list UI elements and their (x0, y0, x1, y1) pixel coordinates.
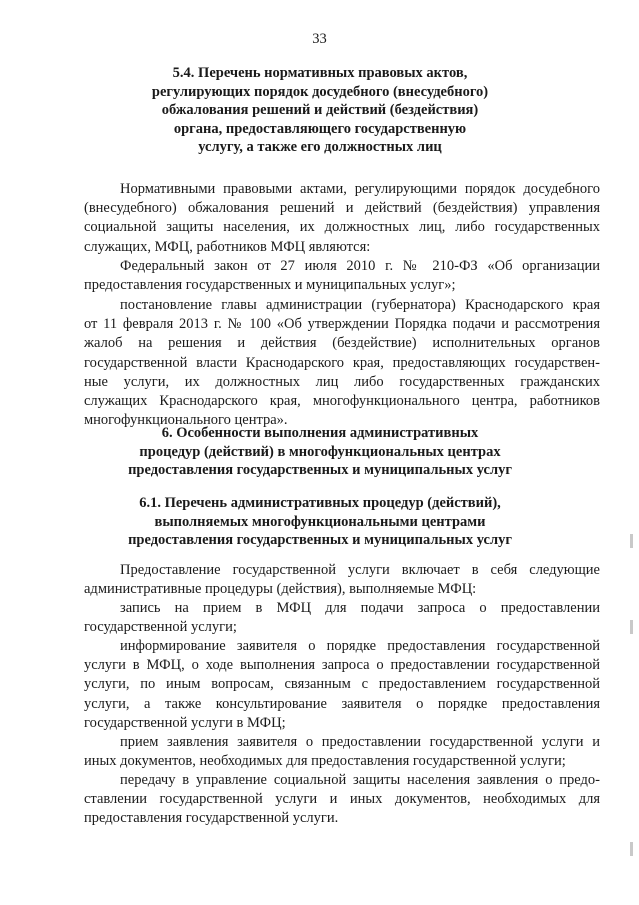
paragraph-line: Федеральный закон от 27 июля 2010 г. № 210-ФЗ «Об организации (120, 258, 600, 274)
paragraph-line: административные процедуры (действия), выполняемые МФЦ: (84, 581, 477, 598)
paragraph-line: Нормативными правовыми актами, регулирующими порядок досудебного (120, 181, 600, 197)
paragraph-line: запись на прием в МФЦ для подачи запроса о предоставлении (120, 600, 600, 616)
paragraph-line: от 11 февраля 2013 г. № 100 «Об утверждении Порядка подачи и рассмотрения (84, 316, 600, 333)
paragraph-line: ставлении государственной услуги и иных документов, необходимых для (84, 791, 600, 808)
paragraph-line: (внесудебного) обжалования решений и действий (бездействия) управления (84, 200, 600, 217)
paragraph-line: предоставления государственной услуги. (84, 810, 339, 827)
heading-line: услугу, а также его должностных лиц (198, 139, 442, 155)
heading-line: процедур (действий) в многофункциональных центрах (139, 443, 501, 460)
paragraph-line: услуги, по иным вопросам, связанным с предоставлением государственной (84, 676, 600, 693)
section-5-4-heading (40, 64, 600, 157)
paragraph-line: жалоб на решения и действия (бездействие) исполнительных органов (84, 335, 600, 352)
heading-line: 6. Особенности выполнения административных (161, 425, 479, 441)
paragraph-line: Предоставление государственной услуги включает в себя следующие (120, 562, 600, 578)
paragraph-line: служащих Краснодарского края, многофункционального центра, работников (84, 393, 600, 410)
paragraph-line: государственной услуги в МФЦ; (84, 714, 286, 731)
paragraph-line: социальной защиты населения, их должностных лиц, либо государственных (84, 219, 600, 236)
section-6-1-paragraph-2 (84, 599, 600, 637)
paragraph-line: передачу в управление социальной защиты населения заявления о предо- (120, 772, 600, 788)
paragraph-line: служащих, МФЦ, работников МФЦ являются: (84, 238, 371, 255)
section-6-heading (40, 424, 600, 480)
section-6-1-paragraph-4 (84, 733, 600, 771)
section-6-1-paragraph-1 (84, 561, 600, 599)
paragraph-line: государственной власти Краснодарского края, предоставляющих государствен- (84, 354, 600, 371)
paragraph-line: предоставления государственных и муниципальных услуг»; (84, 277, 456, 294)
section-6-1-paragraph-5 (84, 771, 600, 829)
heading-line: регулирующих порядок досудебного (внесудебного) (151, 83, 489, 100)
paragraph-line: услуги, а также консультирование заявителя о порядке предоставления (84, 695, 600, 712)
heading-line: 6.1. Перечень административных процедур (действий), (139, 495, 501, 511)
heading-line: предоставления государственных и муниципальных услуг (128, 532, 512, 548)
paragraph-line: услуги в МФЦ, о ходе выполнения запроса о предоставлении государственной (84, 657, 600, 674)
section-5-4-paragraph-1 (84, 180, 600, 257)
paragraph-line: государственной услуги; (84, 619, 237, 636)
paragraph-line: прием заявления заявителя о предоставлении государственной услуги и (120, 734, 600, 750)
paragraph-line: постановление главы администрации (губернатора) Краснодарского края (120, 297, 600, 313)
section-6-1-heading (40, 494, 600, 550)
paragraph-line: иных документов, необходимых для предоставления государственной услуги; (84, 753, 566, 770)
paragraph-line: многофункционального центра». (84, 412, 288, 429)
heading-line: предоставления государственных и муниципальных услуг (128, 462, 512, 478)
scan-artifact (630, 620, 633, 634)
heading-line: выполняемых многофункциональными центрами (154, 513, 486, 530)
heading-line: органа, предоставляющего государственную (173, 120, 467, 137)
paragraph-line: информирование заявителя о порядке предоставления государственной (120, 638, 600, 654)
heading-line: 5.4. Перечень нормативных правовых актов, (172, 65, 468, 81)
heading-line: обжалования решений и действий (бездействия) (161, 102, 479, 118)
section-6-1-paragraph-3 (84, 637, 600, 733)
paragraph-line: ные услуги, их должностных лиц либо государственных гражданских (84, 373, 600, 390)
section-5-4-paragraph-2 (84, 257, 600, 295)
page-number: 33 (312, 31, 327, 47)
scan-artifact (630, 534, 633, 548)
scan-artifact (630, 842, 633, 856)
section-5-4-paragraph-3 (84, 296, 600, 430)
